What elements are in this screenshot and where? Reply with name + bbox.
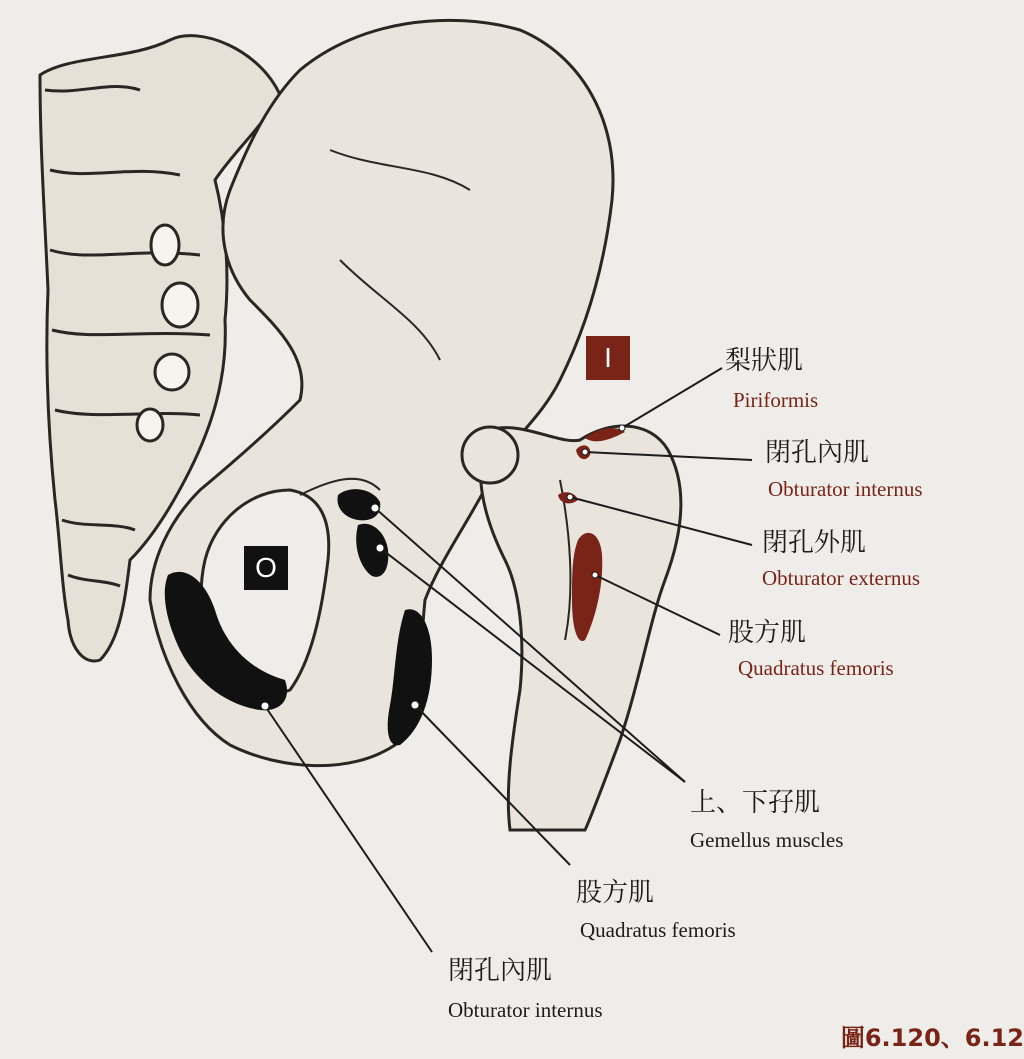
label-quadratus-orig-zh: 股方肌 [576, 878, 655, 908]
label-obturator-externus-en: Obturator externus [762, 566, 921, 590]
label-obturator-internus-orig-zh: 閉孔內肌 [448, 956, 553, 986]
label-obturator-internus-ins-en: Obturator internus [768, 477, 923, 501]
label-quadratus-ins-en: Quadratus femoris [738, 656, 894, 680]
origin-badge: O [244, 546, 288, 590]
label-obturator-internus-orig-en: Obturator internus [448, 998, 603, 1022]
label-piriformis-zh: 梨狀肌 [725, 346, 804, 376]
label-obturator-externus-zh: 閉孔外肌 [762, 528, 867, 558]
label-quadratus-ins-zh: 股方肌 [728, 618, 807, 648]
label-piriformis-en: Piriformis [733, 388, 819, 412]
label-gemellus-zh: 上、下孖肌 [690, 788, 821, 818]
label-quadratus-orig-en: Quadratus femoris [580, 918, 736, 942]
femur [462, 426, 681, 830]
leader-piriformis [622, 368, 722, 428]
label-obturator-internus-ins-zh: 閉孔內肌 [765, 438, 870, 468]
insertion-badge: I [586, 336, 630, 380]
figure-caption: 圖6.120、6.12 [840, 1024, 1024, 1052]
label-gemellus-en: Gemellus muscles [690, 828, 844, 852]
